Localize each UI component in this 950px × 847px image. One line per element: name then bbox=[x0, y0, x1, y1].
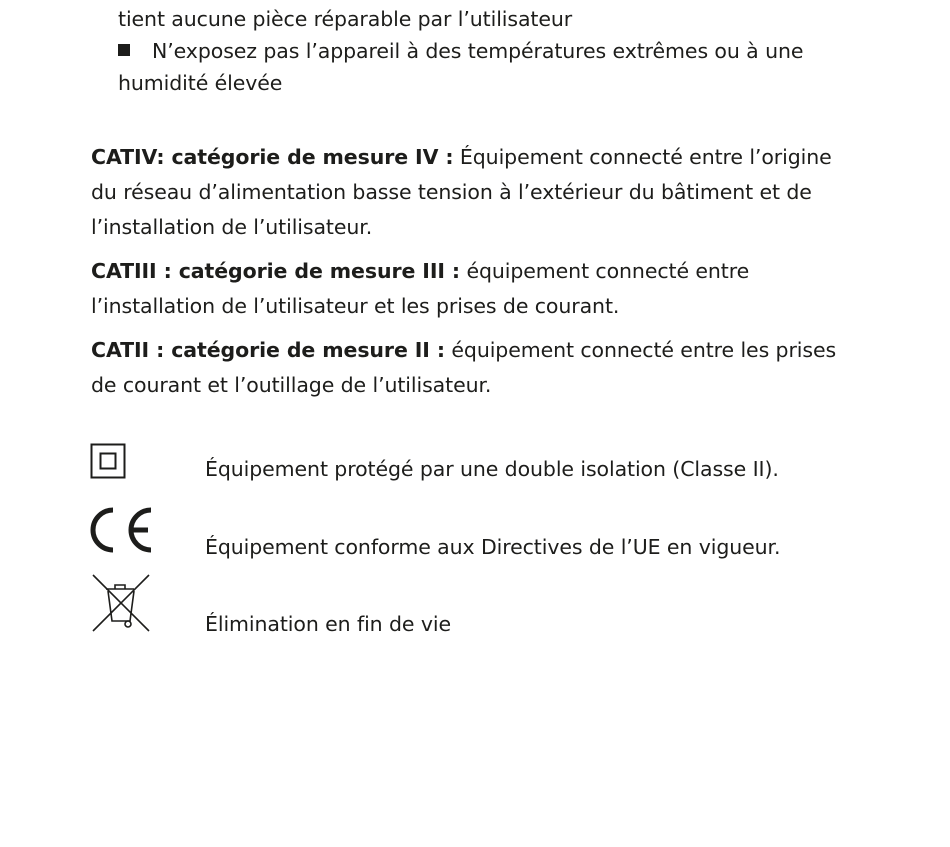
safety-bullet bbox=[118, 41, 803, 62]
safety-bullet-text-continued: humidité élevée bbox=[118, 71, 283, 95]
symbol-text-disposal: Élimination en fin de vie bbox=[205, 612, 451, 636]
ce-mark-icon bbox=[90, 507, 154, 553]
safety-line-continued: tient aucune pièce réparable par l’utilisateur bbox=[118, 7, 573, 31]
category-cativ bbox=[91, 140, 861, 245]
category-catiii bbox=[91, 254, 861, 324]
category-text: Équipement connecté entre l’origine du réseau d’alimentation basse tension à l’extérieur du bâtiment et de l’installation de l’utilisateur. bbox=[91, 145, 832, 239]
symbol-text-ce: Équipement conforme aux Directives de l’UE en vigueur. bbox=[205, 535, 781, 559]
double-insulation-icon bbox=[90, 443, 126, 479]
bullet-square-icon bbox=[118, 44, 130, 56]
category-text: équipement connecté entre les prises de courant et l’outillage de l’utilisateur. bbox=[91, 338, 837, 397]
category-label: CATIII : catégorie de mesure III : bbox=[91, 259, 461, 283]
crossed-out-wheelie-bin-icon bbox=[90, 573, 152, 633]
category-text: équipement connecté entre l’installation de l’utilisateur et les prises de courant. bbox=[91, 259, 750, 318]
category-catii bbox=[91, 333, 861, 403]
category-label: CATIV: catégorie de mesure IV : bbox=[91, 145, 454, 169]
category-label: CATII : catégorie de mesure II : bbox=[91, 338, 445, 362]
symbol-text-double-insulation: Équipement protégé par une double isolation (Classe II). bbox=[205, 457, 779, 481]
safety-bullet-text: N’exposez pas l’appareil à des températures extrêmes ou à une bbox=[152, 39, 804, 63]
